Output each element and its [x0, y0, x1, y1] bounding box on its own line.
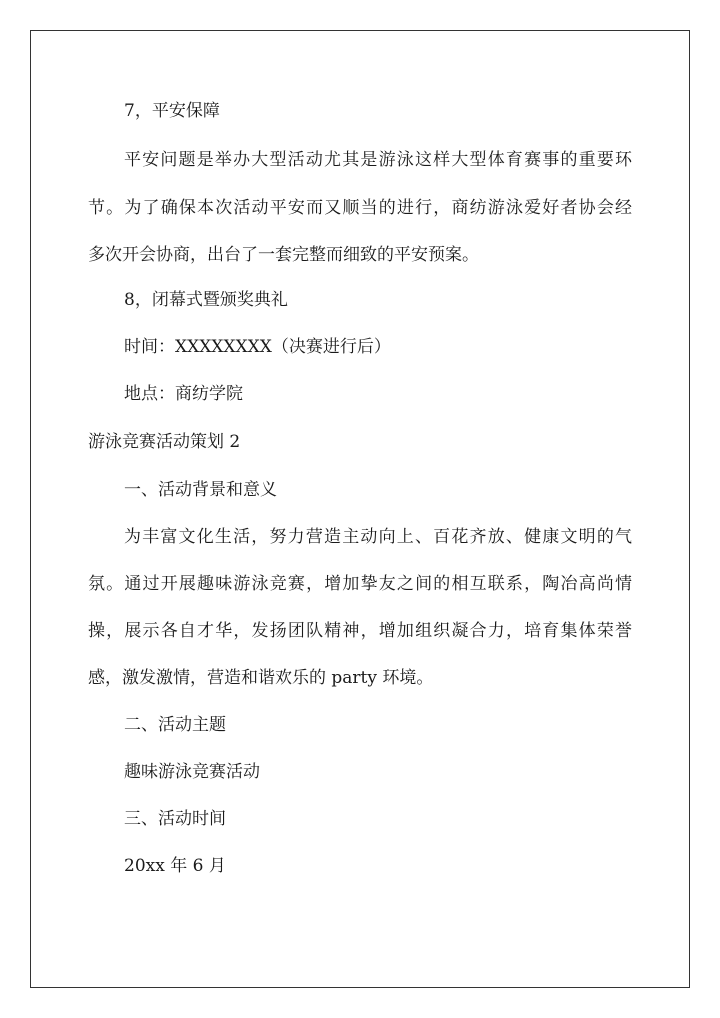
- paragraph-line: 感，激发激情，营造和谐欢乐的 party 环境。: [88, 668, 434, 688]
- theme-text: 趣味游泳竞赛活动: [124, 762, 260, 782]
- section-title: 游泳竞赛活动策划 2: [88, 432, 241, 452]
- heading-theme: 二、活动主题: [124, 715, 226, 735]
- paragraph-line: 为丰富文化生活，努力营造主动向上、百花齐放、健康文明的气: [124, 527, 632, 547]
- ceremony-time: 时间：XXXXXXXX（决赛进行后）: [124, 337, 391, 357]
- paragraph-line: 氛。通过开展趣味游泳竞赛，增加挚友之间的相互联系，陶冶高尚情: [88, 574, 632, 594]
- page-border: [30, 30, 690, 988]
- heading-background: 一、活动背景和意义: [124, 480, 277, 500]
- paragraph-line: 操，展示各自才华，发扬团队精神，增加组织凝合力，培育集体荣誉: [88, 621, 632, 641]
- heading-safety: 7，平安保障: [124, 101, 220, 121]
- paragraph-line: 节。为了确保本次活动平安而又顺当的进行，商纺游泳爱好者协会经: [88, 198, 632, 218]
- heading-time: 三、活动时间: [124, 809, 226, 829]
- time-text: 20xx 年 6 月: [124, 856, 226, 876]
- paragraph-line: 平安问题是举办大型活动尤其是游泳这样大型体育赛事的重要环: [124, 150, 632, 170]
- paragraph-line: 多次开会协商，出台了一套完整而细致的平安预案。: [88, 245, 479, 265]
- ceremony-location: 地点：商纺学院: [124, 384, 243, 404]
- heading-closing-ceremony: 8，闭幕式暨颁奖典礼: [124, 290, 288, 310]
